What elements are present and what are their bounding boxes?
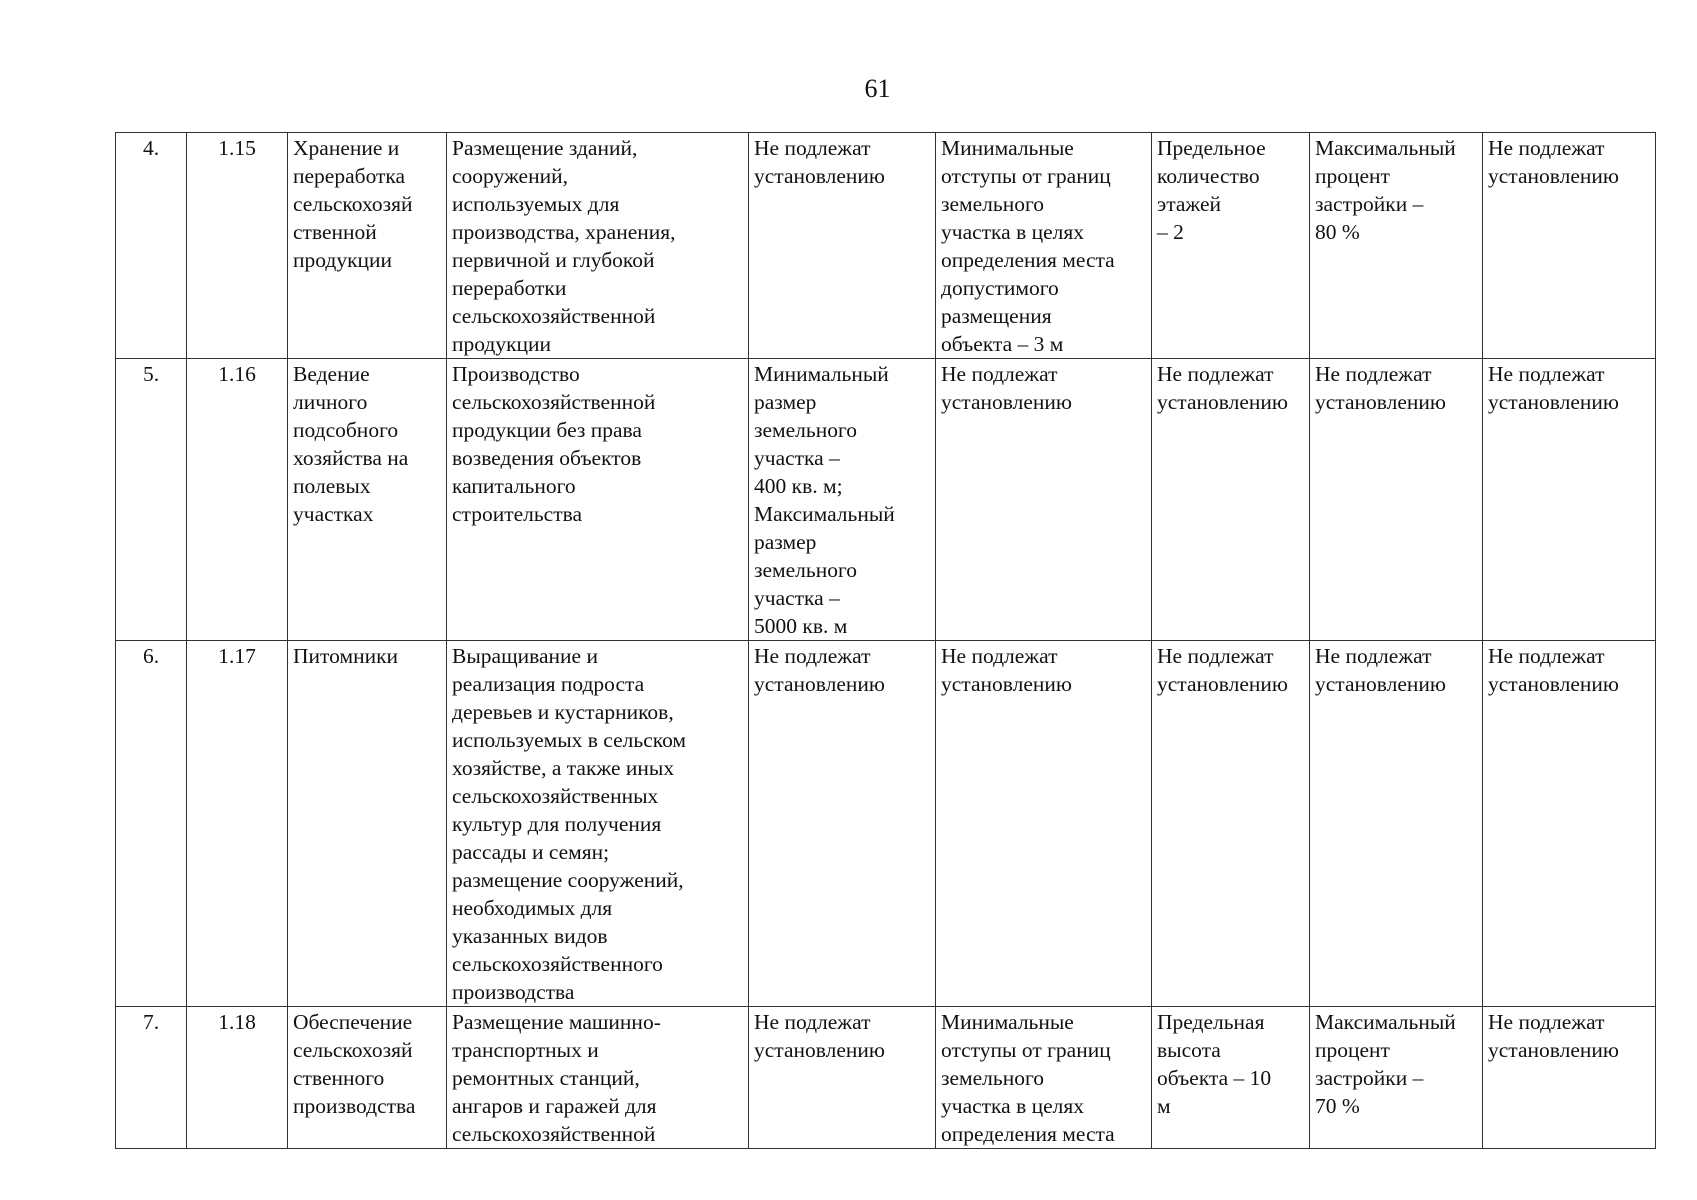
use-code-cell: 1.17 — [187, 641, 288, 1007]
land-use-table — [115, 132, 1656, 1149]
use-code-cell: 1.18 — [187, 1007, 288, 1149]
plot-size-cell: Минимальный размер земельного участка – 400 кв. м; Максимальный размер земельного участка – 5000 кв. м — [749, 359, 936, 641]
table-row — [116, 359, 1656, 641]
other-parameters-cell: Не подлежат установлению — [1483, 359, 1656, 641]
coverage-cell: Не подлежат установлению — [1310, 641, 1483, 1007]
use-name-cell: Хранение и переработка сельскохозяй ственной продукции — [288, 133, 447, 359]
floors-height-cell: Предельное количество этажей – 2 — [1152, 133, 1310, 359]
table-row — [116, 641, 1656, 1007]
use-description-cell: Выращивание и реализация подроста деревьев и кустарников, используемых в сельском хозяйстве, а также иных сельскохозяйственных культур для получения рассады и семян; размещение сооружений, необходимых для указанных видов сельскохозяйственного производства — [447, 641, 749, 1007]
other-parameters-cell: Не подлежат установлению — [1483, 133, 1656, 359]
plot-size-cell: Не подлежат установлению — [749, 641, 936, 1007]
use-code-cell: 1.16 — [187, 359, 288, 641]
use-code-cell: 1.15 — [187, 133, 288, 359]
page-number: 61 — [864, 74, 891, 103]
plot-size-cell: Не подлежат установлению — [749, 1007, 936, 1149]
table-row — [116, 1007, 1656, 1149]
row-number-cell: 5. — [116, 359, 187, 641]
row-number-cell: 4. — [116, 133, 187, 359]
floors-height-cell: Не подлежат установлению — [1152, 359, 1310, 641]
floors-height-cell: Не подлежат установлению — [1152, 641, 1310, 1007]
use-name-cell: Ведение личного подсобного хозяйства на полевых участках — [288, 359, 447, 641]
row-number-cell: 6. — [116, 641, 187, 1007]
plot-size-cell: Не подлежат установлению — [749, 133, 936, 359]
table-row — [116, 133, 1656, 359]
use-name-cell: Питомники — [288, 641, 447, 1007]
use-description-cell: Производство сельскохозяйственной продукции без права возведения объектов капитального строительства — [447, 359, 749, 641]
other-parameters-cell: Не подлежат установлению — [1483, 1007, 1656, 1149]
coverage-cell: Максимальный процент застройки – 80 % — [1310, 133, 1483, 359]
use-description-cell: Размещение зданий, сооружений, используемых для производства, хранения, первичной и глубокой переработки сельскохозяйственной продукции — [447, 133, 749, 359]
other-parameters-cell: Не подлежат установлению — [1483, 641, 1656, 1007]
row-number-cell: 7. — [116, 1007, 187, 1149]
coverage-cell: Максимальный процент застройки – 70 % — [1310, 1007, 1483, 1149]
setbacks-cell: Не подлежат установлению — [936, 641, 1152, 1007]
use-description-cell: Размещение машинно- транспортных и ремонтных станций, ангаров и гаражей для сельскохозяйственной — [447, 1007, 749, 1149]
setbacks-cell: Не подлежат установлению — [936, 359, 1152, 641]
floors-height-cell: Предельная высота объекта – 10 м — [1152, 1007, 1310, 1149]
setbacks-cell: Минимальные отступы от границ земельного участка в целях определения места допустимого размещения объекта – 3 м — [936, 133, 1152, 359]
use-name-cell: Обеспечение сельскохозяй ственного производства — [288, 1007, 447, 1149]
coverage-cell: Не подлежат установлению — [1310, 359, 1483, 641]
setbacks-cell: Минимальные отступы от границ земельного участка в целях определения места — [936, 1007, 1152, 1149]
